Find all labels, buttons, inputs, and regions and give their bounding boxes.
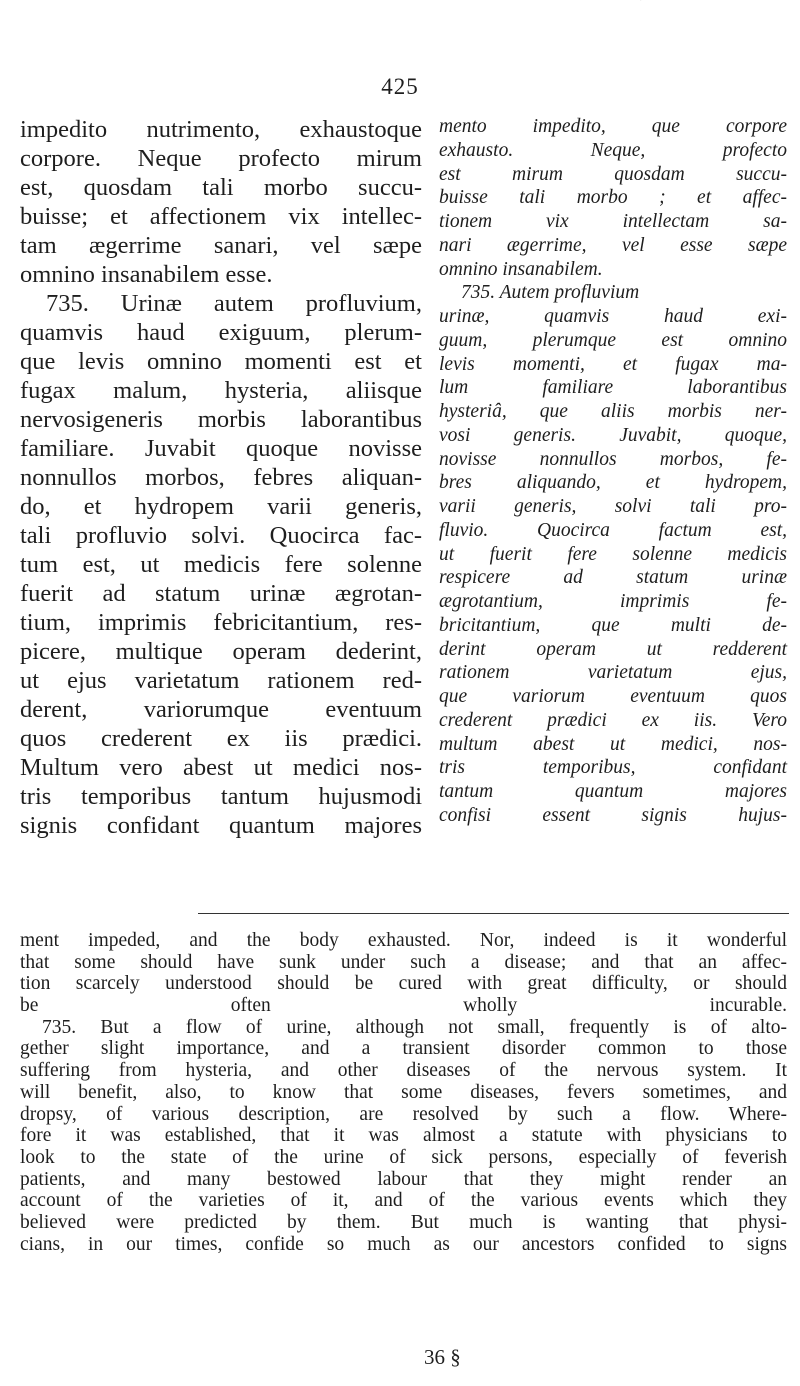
translation-line: cians, in our times, confide so much as our ancestors confided to signs bbox=[20, 1233, 787, 1255]
latin-variant-line: est mirum quosdam succu- bbox=[439, 163, 787, 185]
latin-variant-line: novisse nonnullos morbos, fe- bbox=[439, 448, 787, 470]
latin-main-column bbox=[20, 115, 422, 840]
latin-main-line: quamvis haud exiguum, plerum- bbox=[20, 319, 422, 346]
latin-main-line: tali profluvio solvi. Quocirca fac- bbox=[20, 522, 422, 549]
latin-main-line: tium, imprimis febricitantium, res- bbox=[20, 609, 422, 636]
latin-main-line: nervosigeneris morbis laborantibus bbox=[20, 406, 422, 433]
latin-main-line: fuerit ad statum urinæ ægrotan- bbox=[20, 580, 422, 607]
latin-variant-line: bricitantium, que multi de- bbox=[439, 614, 787, 636]
translation-line: patients, and many bestowed labour that they might render an bbox=[20, 1168, 787, 1190]
page-corner-mark bbox=[640, 0, 686, 1]
catchword: 36 § bbox=[424, 1345, 461, 1369]
latin-variant-line: exhausto. Neque, profecto bbox=[439, 139, 787, 161]
latin-variant-line: multum abest ut medici, nos- bbox=[439, 733, 787, 755]
latin-variant-line: tantum quantum majores bbox=[439, 781, 787, 802]
latin-variant-line: lum familiare laborantibus bbox=[439, 377, 787, 399]
latin-variant-line: respicere ad statum urinæ bbox=[439, 567, 787, 589]
latin-main-line: derent, variorumque eventuum bbox=[20, 696, 422, 723]
latin-variant-line: ægrotantium, imprimis fe- bbox=[439, 591, 787, 612]
latin-variant-column bbox=[439, 115, 787, 828]
latin-main-line: tris temporibus tantum hujusmodi bbox=[20, 783, 422, 810]
latin-variant-line: 735. Autem profluvium bbox=[461, 282, 640, 304]
latin-main-line: que levis omnino momenti est et bbox=[20, 348, 422, 375]
latin-main-line: omnino insanabilem esse. bbox=[20, 261, 273, 288]
latin-main-line: tam ægerrime sanari, vel sæpe bbox=[20, 232, 422, 259]
translation-line: look to the state of the urine of sick persons, especially of feverish bbox=[20, 1146, 787, 1168]
latin-variant-line: mento impedito, que corpore bbox=[439, 116, 787, 137]
latin-main-line: do, et hydropem varii generis, bbox=[20, 493, 422, 520]
latin-variant-line: hysteriâ, que aliis morbis ner- bbox=[439, 401, 787, 422]
translation-line: gether slight importance, and a transient disorder common to those bbox=[20, 1038, 787, 1060]
translation-line: believed were predicted by them. But much is wanting that physi- bbox=[20, 1211, 787, 1233]
latin-main-line: picere, multique operam dederint, bbox=[20, 638, 422, 665]
translation-line: account of the varieties of it, and of the various events which they bbox=[20, 1190, 787, 1212]
latin-variant-line: nari ægerrime, vel esse sæpe bbox=[439, 234, 787, 256]
translation-line: ment impeded, and the body exhausted. Nor, indeed is it wonderful bbox=[20, 930, 787, 951]
latin-variant-line: levis momenti, et fugax ma- bbox=[439, 353, 787, 375]
english-translation bbox=[20, 930, 787, 1255]
latin-main-line: corpore. Neque profecto mirum bbox=[20, 145, 422, 172]
latin-variant-line: fluvio. Quocirca factum est, bbox=[439, 519, 787, 541]
latin-variant-line: tris temporibus, confidant bbox=[439, 757, 787, 779]
latin-variant-line: que variorum eventuum quos bbox=[439, 686, 787, 707]
latin-variant-line: urinæ, quamvis haud exi- bbox=[439, 306, 787, 327]
translation-line: fore it was established, that it was almost a statute with physicians to bbox=[20, 1125, 787, 1147]
latin-main-line: 735. Urinæ autem profluvium, bbox=[46, 290, 422, 317]
latin-main-line: nonnullos morbos, febres aliquan- bbox=[20, 464, 422, 491]
latin-main-line: quos crederent ex iis prædici. bbox=[20, 725, 422, 752]
latin-main-line: familiare. Juvabit quoque novisse bbox=[20, 435, 422, 462]
latin-main-line: ut ejus varietatum rationem red- bbox=[20, 667, 422, 694]
latin-main-line: signis confidant quantum majores bbox=[20, 812, 422, 839]
latin-main-line: impedito nutrimento, exhaustoque bbox=[20, 116, 422, 143]
page-number: 425 bbox=[381, 74, 419, 99]
latin-variant-line: varii generis, solvi tali pro- bbox=[439, 496, 787, 517]
translation-line: 735. But a flow of urine, although not small, frequently is of alto- bbox=[42, 1016, 787, 1038]
latin-variant-line: rationem varietatum ejus, bbox=[439, 662, 787, 684]
translation-line: dropsy, of various description, are resolved by such a flow. Where- bbox=[20, 1103, 787, 1125]
translation-line: tion scarcely understood should be cured with great difficulty, or should bbox=[20, 973, 787, 995]
latin-main-line: tum est, ut medicis fere solenne bbox=[20, 551, 422, 578]
latin-main-line: Multum vero abest ut medici nos- bbox=[20, 754, 422, 781]
latin-variant-line: derint operam ut redderent bbox=[439, 638, 787, 660]
latin-variant-line: omnino insanabilem. bbox=[439, 258, 603, 280]
latin-variant-line: confisi essent signis hujus- bbox=[439, 804, 787, 826]
latin-variant-line: tionem vix intellectam sa- bbox=[439, 211, 787, 232]
latin-variant-line: buisse tali morbo ; et affec- bbox=[439, 187, 787, 209]
latin-variant-line: ut fuerit fere solenne medicis bbox=[439, 543, 787, 565]
latin-main-line: est, quosdam tali morbo succu- bbox=[20, 174, 422, 201]
translation-line: suffering from hysteria, and other diseases of the nervous system. It bbox=[20, 1060, 787, 1082]
latin-variant-line: bres aliquando, et hydropem, bbox=[439, 472, 787, 494]
section-divider bbox=[198, 913, 789, 914]
latin-main-line: fugax malum, hysteria, aliisque bbox=[20, 377, 422, 404]
translation-line: be often wholly incurable. bbox=[20, 995, 787, 1017]
translation-line: will benefit, also, to know that some diseases, fevers sometimes, and bbox=[20, 1081, 787, 1103]
translation-line: that some should have sunk under such a disease; and that an affec- bbox=[20, 951, 787, 973]
latin-main-line: buisse; et affectionem vix intellec- bbox=[20, 203, 422, 230]
latin-variant-line: vosi generis. Juvabit, quoque, bbox=[439, 424, 787, 446]
latin-variant-line: crederent prædici ex iis. Vero bbox=[439, 709, 787, 731]
latin-variant-line: guum, plerumque est omnino bbox=[439, 329, 787, 351]
